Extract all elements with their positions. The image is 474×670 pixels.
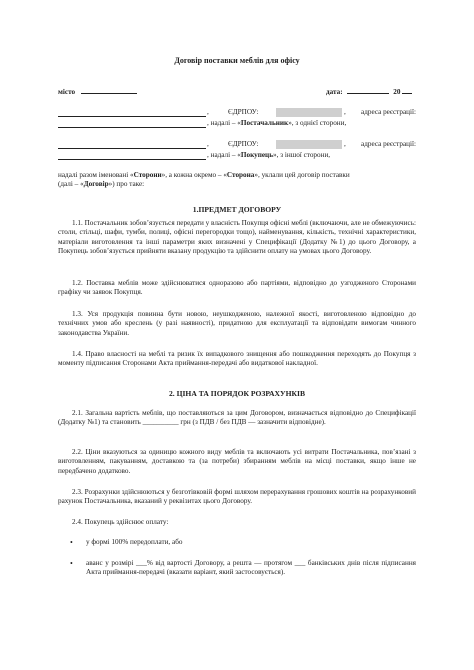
- party1-name-blank: [58, 108, 206, 117]
- party1-code-label: ЄДРПОУ:: [228, 108, 259, 116]
- city-blank: [81, 93, 137, 94]
- party2-code-redacted: [276, 140, 342, 149]
- party2-line1: , ЄДРПОУ: , адреса реєстрації:: [58, 140, 416, 149]
- party1-role: Постачальник: [240, 119, 289, 127]
- party2-address-blank: [58, 151, 206, 160]
- date-field: [326, 88, 412, 97]
- date-year: 20: [393, 88, 401, 96]
- year-blank: [402, 93, 412, 94]
- date-blank: [347, 93, 389, 94]
- party2-line2: , надалі – «Покупець», з іншої сторони,: [58, 151, 416, 160]
- bullet-icon: •: [70, 559, 73, 568]
- party1-code-redacted: [276, 108, 342, 117]
- party2-address-label: адреса реєстрації:: [361, 140, 416, 148]
- party2-role: Покупець: [240, 151, 273, 159]
- bullet-text: аванс у розмірі ___% від вартості Договору, а решта — протягом ___ банківських днів після підписання Акта приймання-передачі (вказати варіант, який застосовується).: [86, 559, 416, 577]
- city-field: [58, 88, 137, 97]
- party1-address-label: адреса реєстрації:: [361, 108, 416, 116]
- party1-line2: , надалі – «Постачальник», з однієї сторони,: [58, 119, 416, 128]
- paragraph-1-1: 1.1. Постачальник зобов’язується передати у власність Покупця офісні меблі (включаючи, але не обмежуючись: столи, стільці, шафи, тумби, полиці, офісні перегородки тощо), найменування, кількість, технічні характеристики, матеріали виготовлення та інші параметри яких визначені у Специфікації (Додатку №1) до цього Договору, а Покупець зобов’язується прийняти вказану продукцію та здійснити оплату на умовах цього Договору.: [58, 219, 416, 255]
- party2-code-label: ЄДРПОУ:: [228, 140, 259, 148]
- bullet-text: у формі 100% передоплати, або: [86, 538, 183, 546]
- date-label: дата:: [326, 88, 343, 96]
- paragraph-1-4: 1.4. Право власності на меблі та ризик їх випадкового знищення або пошкодження переходять до Покупця з моменту підписання Сторонами Акта приймання-передачі або видаткової накладної.: [58, 350, 416, 368]
- paragraph-2-2: 2.2. Ціни вказуються за одиницю кожного виду меблів та включають усі витрати Постачальника, пов’язані з виготовленням, пакуванням, доставкою та (за потреби) збиранням меблів на місці поставки, якщо інше не передбачено додатково.: [58, 448, 416, 475]
- preamble: надалі разом іменовані «Сторони», а кожна окремо – «Сторона», уклали цей договір поставки (далі – «Договір») про таке:: [58, 171, 350, 189]
- paragraph-1-2: 1.2. Поставка меблів може здійснюватися одноразово або партіями, відповідно до узгодженого Сторонами графіку чи заявок Покупця.: [58, 279, 416, 297]
- section-2-heading: 2. ЦІНА ТА ПОРЯДОК РОЗРАХУНКІВ: [168, 389, 306, 398]
- city-label: місто: [58, 88, 76, 96]
- document-title: Договір поставки меблів для офісу: [174, 56, 300, 65]
- paragraph-2-4: 2.4. Покупець здійснює оплату:: [72, 518, 169, 526]
- paragraph-2-1: 2.1. Загальна вартість меблів, що поставляються за цим Договором, визначається відповідно до Специфікації (Додатку №1) та становить __________ грн (з ПДВ / без ПДВ — зазначити відповідне).: [58, 409, 416, 427]
- party2-name-blank: [58, 140, 206, 149]
- section-1-heading: 1.ПРЕДМЕТ ДОГОВОРУ: [192, 205, 282, 214]
- paragraph-2-3: 2.3. Розрахунки здійснюються у безготівковій формі шляхом перерахування грошових коштів на розрахунковий рахунок Постачальника, вказаний у реквізитах цього Договору.: [58, 488, 416, 506]
- party1-address-blank: [58, 119, 206, 128]
- paragraph-1-3: 1.3. Уся продукція повинна бути новою, неушкодженою, належної якості, виготовленою відповідно до технічних умов або креслень (у разі наявності), придатною для експлуатації та відповідати вимогам чинного законодавства України.: [58, 310, 416, 337]
- bullet-icon: •: [70, 538, 73, 547]
- party1-line1: , ЄДРПОУ: , адреса реєстрації:: [58, 108, 416, 117]
